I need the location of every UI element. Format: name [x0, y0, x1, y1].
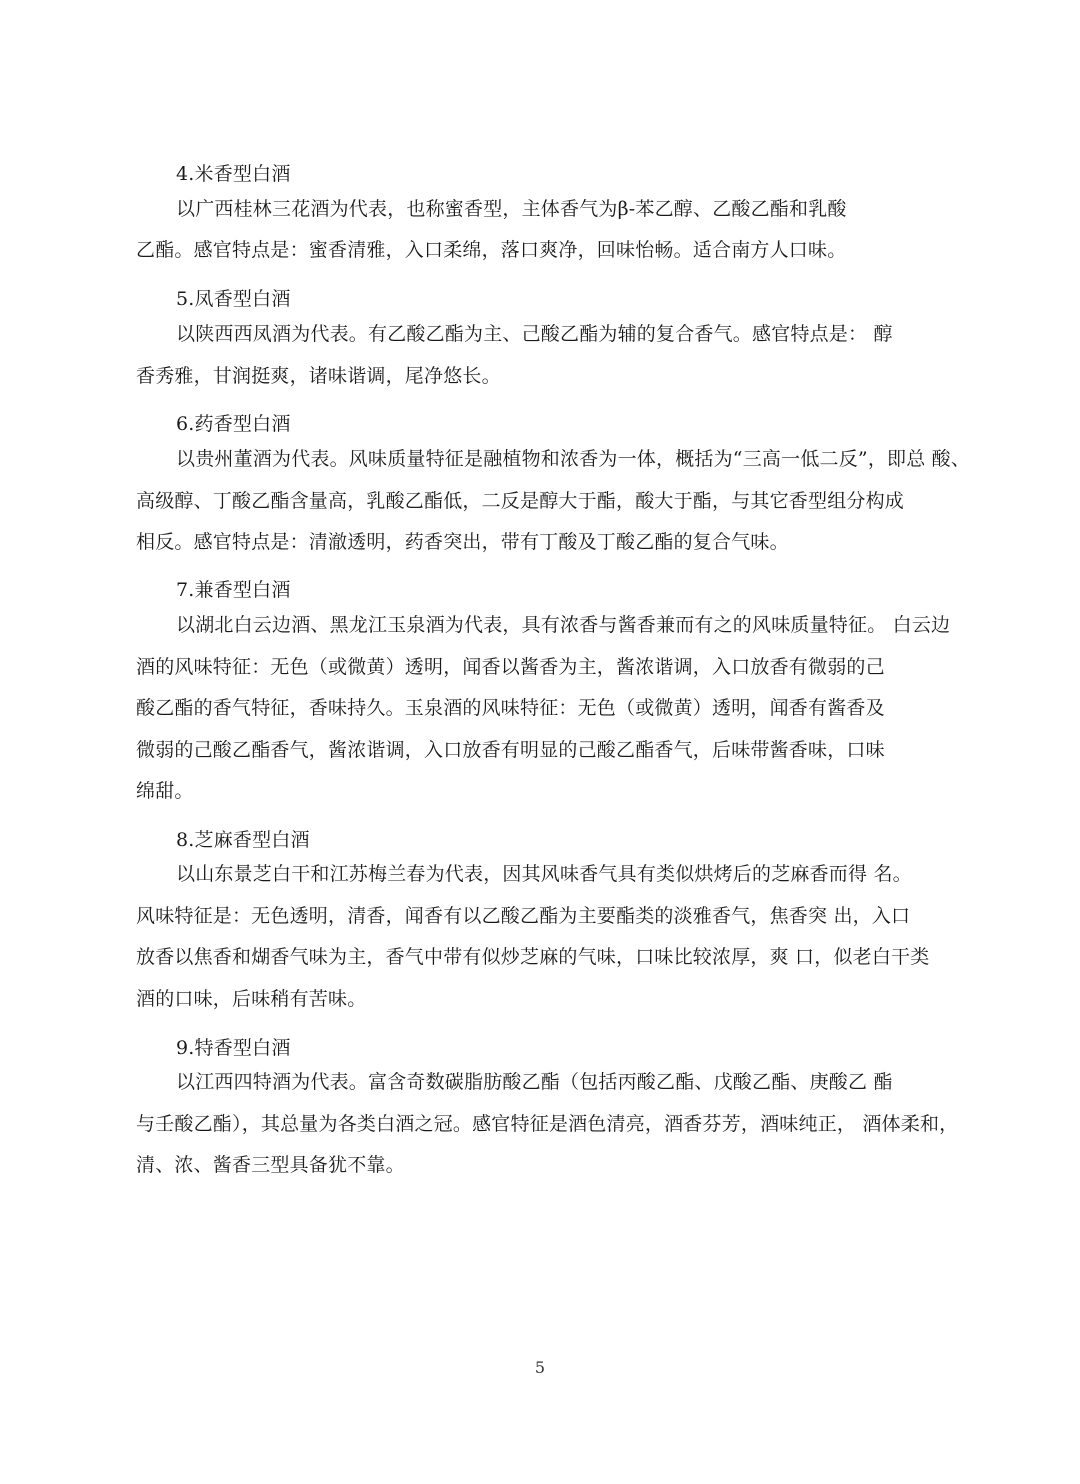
paragraph-line: 酒的口味，后味稍有苦味。	[136, 988, 367, 1010]
section-heading: 7.兼香型白酒	[176, 579, 291, 601]
paragraph-line: 相反。感官特点是：清澈透明，药香突出，带有丁酸及丁酸乙酯的复合气味。	[136, 531, 789, 553]
section-heading: 8.芝麻香型白酒	[176, 829, 310, 851]
paragraph-line: 以贵州董酒为代表。风味质量特征是融植物和浓香为一体，概括为“三高一低二反”，即总 酸、	[176, 448, 971, 470]
paragraph-line: 以陕西西凤酒为代表。有乙酸乙酯为主、己酸乙酯为辅的复合香气。感官特点是： 醇	[176, 323, 893, 345]
paragraph-line: 酸乙酯的香气特征，香味持久。玉泉酒的风味特征：无色（或微黄）透明，闻香有酱香及	[136, 697, 885, 719]
paragraph-line: 绵甜。	[136, 780, 194, 802]
paragraph-line: 高级醇、丁酸乙酯含量高，乳酸乙酯低，二反是醇大于酯，酸大于酯，与其它香型组分构成	[136, 490, 905, 512]
paragraph-line: 风味特征是：无色透明，清香，闻香有以乙酸乙酯为主要酯类的淡雅香气，焦香突 出，入口	[136, 905, 911, 927]
section-heading: 6.药香型白酒	[176, 413, 291, 435]
paragraph-line: 酒的风味特征：无色（或微黄）透明，闻香以酱香为主，酱浓谐调，入口放香有微弱的己	[136, 656, 885, 678]
page-number: 5	[534, 1358, 546, 1377]
paragraph-line: 微弱的己酸乙酯香气，酱浓谐调，入口放香有明显的己酸乙酯香气，后味带酱香味，口味	[136, 739, 885, 761]
paragraph-line: 以广西桂林三花酒为代表，也称蜜香型，主体香气为β-苯乙醇、乙酸乙酯和乳酸	[176, 198, 847, 220]
section-heading: 5.凤香型白酒	[176, 288, 291, 310]
paragraph-line: 与壬酸乙酯），其总量为各类白酒之冠。感官特征是酒色清亮，酒香芬芳，酒味纯正， 酒体柔和，	[136, 1113, 959, 1135]
paragraph-line: 以江西四特酒为代表。富含奇数碳脂肪酸乙酯（包括丙酸乙酯、戊酸乙酯、庚酸乙 酯	[176, 1071, 893, 1093]
paragraph-line: 香秀雅，甘润挺爽，诸味谐调，尾净悠长。	[136, 365, 501, 387]
paragraph-line: 以湖北白云边酒、黑龙江玉泉酒为代表，具有浓香与酱香兼而有之的风味质量特征。 白云边	[176, 614, 951, 636]
paragraph-line: 清、浓、酱香三型具备犹不靠。	[136, 1154, 405, 1176]
paragraph-line: 乙酯。感官特点是：蜜香清雅，入口柔绵，落口爽净，回味怡畅。适合南方人口味。	[136, 239, 847, 261]
paragraph-line: 以山东景芝白干和江苏梅兰春为代表，因其风味香气具有类似烘烤后的芝麻香而得 名。	[176, 863, 912, 885]
paragraph-line: 放香以焦香和煳香气味为主，香气中带有似炒芝麻的气味，口味比较浓厚，爽 口，似老白干类	[136, 946, 930, 968]
section-heading: 4.米香型白酒	[176, 163, 291, 185]
section-heading: 9.特香型白酒	[176, 1037, 291, 1059]
